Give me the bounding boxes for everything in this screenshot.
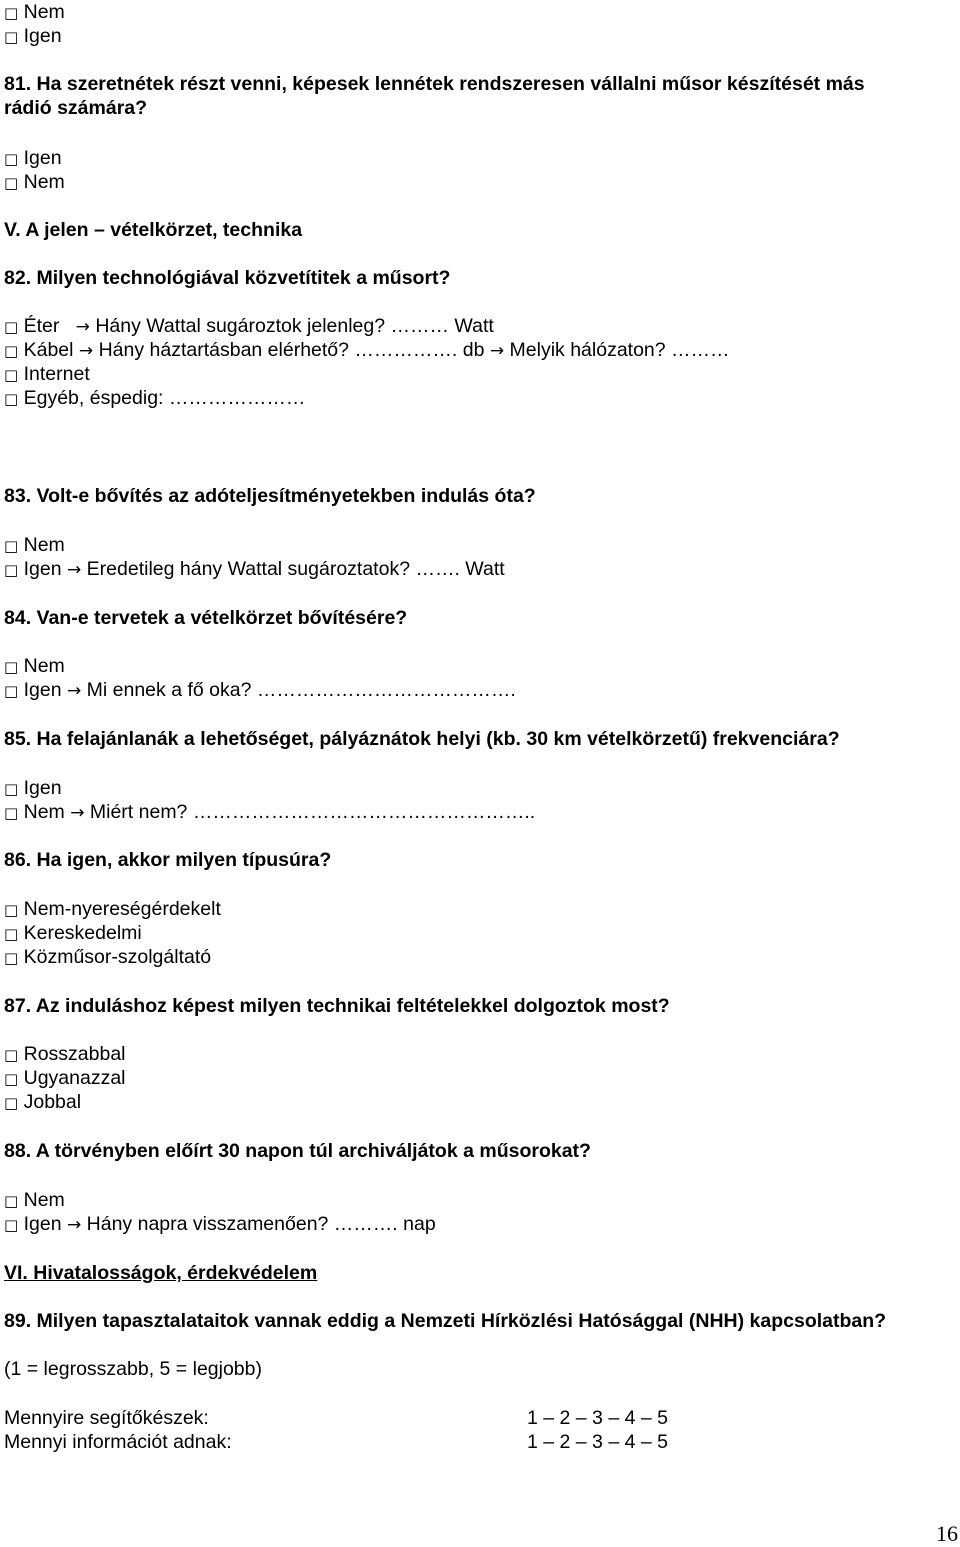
question-87: 87. Az induláshoz képest milyen technikai feltételekkel dolgoztok most? xyxy=(4,995,670,1017)
checkbox-icon[interactable]: □ xyxy=(4,658,19,676)
question-84: 84. Van-e tervetek a vételkörzet bővítésére? xyxy=(4,607,408,629)
option-label: Nem xyxy=(23,1189,65,1211)
checkbox-icon[interactable]: □ xyxy=(4,901,19,919)
checkbox-icon[interactable]: □ xyxy=(4,4,19,22)
option-nem[interactable] xyxy=(4,0,65,25)
follow-up-question: Melyik hálózaton? ……… xyxy=(509,339,730,361)
option-label: Egyéb, éspedig: ………………… xyxy=(23,387,306,409)
page-number: 16 xyxy=(936,1521,958,1546)
rating-scale[interactable]: 1 – 2 – 3 – 4 – 5 xyxy=(527,1407,668,1429)
arrow-right-icon: → xyxy=(75,317,90,337)
option-label: Nem xyxy=(23,171,65,193)
option-internet[interactable] xyxy=(4,362,90,387)
option-label: Igen xyxy=(23,777,62,799)
option-igen[interactable] xyxy=(4,776,62,801)
option-igen[interactable] xyxy=(4,557,505,582)
section-heading-v: V. A jelen – vételkörzet, technika xyxy=(4,219,303,241)
checkbox-icon[interactable]: □ xyxy=(4,28,19,46)
option-label: Ugyanazzal xyxy=(23,1067,126,1089)
checkbox-icon[interactable]: □ xyxy=(4,804,19,822)
option-label: Éter xyxy=(23,315,60,337)
checkbox-icon[interactable]: □ xyxy=(4,780,19,798)
question-89: 89. Milyen tapasztalataitok vannak eddig a Nemzeti Hírközlési Hatósággal (NHH) kapcsolatban? xyxy=(4,1310,887,1332)
option-label: Igen xyxy=(23,25,62,47)
option-label: Nem xyxy=(23,801,65,823)
option-rosszabbal[interactable] xyxy=(4,1042,126,1067)
checkbox-icon[interactable]: □ xyxy=(4,682,19,700)
option-label: Nem xyxy=(23,534,65,556)
option-label: Nem xyxy=(23,1,65,23)
checkbox-icon[interactable]: □ xyxy=(4,1094,19,1112)
arrow-right-icon: → xyxy=(66,560,82,580)
option-nem[interactable] xyxy=(4,170,65,195)
rating-label: Mennyire segítőkészek: xyxy=(4,1407,209,1429)
follow-up-question: Hány háztartásban elérhető? ……………. db xyxy=(98,339,485,361)
option-nem[interactable] xyxy=(4,1188,65,1213)
checkbox-icon[interactable]: □ xyxy=(4,1216,19,1234)
arrow-right-icon: → xyxy=(78,341,94,361)
option-label: Igen xyxy=(23,679,62,701)
option-nem[interactable] xyxy=(4,533,65,558)
option-label: Igen xyxy=(23,147,62,169)
option-label: Nem xyxy=(23,655,65,677)
option-label: Jobbal xyxy=(23,1091,82,1113)
option-kozmusor[interactable] xyxy=(4,945,211,970)
option-igen[interactable] xyxy=(4,678,516,703)
option-label: Nem-nyereségérdekelt xyxy=(23,898,221,920)
option-label: Rosszabbal xyxy=(23,1043,126,1065)
question-88: 88. A törvényben előírt 30 napon túl archiváljátok a műsorokat? xyxy=(4,1140,591,1162)
checkbox-icon[interactable]: □ xyxy=(4,342,19,360)
question-86: 86. Ha igen, akkor milyen típusúra? xyxy=(4,849,332,871)
rating-label: Mennyi információt adnak: xyxy=(4,1431,232,1453)
follow-up-question: Mi ennek a fő oka? …………………………………. xyxy=(86,679,516,701)
option-kabel[interactable] xyxy=(4,338,730,363)
option-label: Kereskedelmi xyxy=(23,922,142,944)
arrow-right-icon: → xyxy=(66,681,82,701)
question-83: 83. Volt-e bővítés az adóteljesítményetekben indulás óta? xyxy=(4,485,536,507)
question-82: 82. Milyen technológiával közvetítitek a műsort? xyxy=(4,267,451,289)
option-igen[interactable] xyxy=(4,1212,436,1237)
follow-up-question: Hány napra visszamenően? ………. nap xyxy=(86,1213,436,1235)
checkbox-icon[interactable]: □ xyxy=(4,949,19,967)
arrow-right-icon: → xyxy=(70,803,85,823)
checkbox-icon[interactable]: □ xyxy=(4,1070,19,1088)
question-81: 81. Ha szeretnétek részt venni, képesek lennétek rendszeresen vállalni műsor készítését más xyxy=(4,73,865,95)
option-kereskedelmi[interactable] xyxy=(4,921,142,946)
follow-up-question: Hány Wattal sugároztok jelenleg? ……… Watt xyxy=(95,315,494,337)
arrow-right-icon: → xyxy=(66,1215,82,1235)
option-egyeb[interactable] xyxy=(4,386,305,411)
checkbox-icon[interactable]: □ xyxy=(4,1192,19,1210)
checkbox-icon[interactable]: □ xyxy=(4,537,19,555)
arrow-right-icon: → xyxy=(489,341,505,361)
checkbox-icon[interactable]: □ xyxy=(4,318,19,336)
checkbox-icon[interactable]: □ xyxy=(4,1046,19,1064)
option-label: Közműsor-szolgáltató xyxy=(23,946,212,968)
question-81-continuation: rádió számára? xyxy=(4,97,148,119)
option-label: Internet xyxy=(23,363,90,385)
option-label: Igen xyxy=(23,558,62,580)
checkbox-icon[interactable]: □ xyxy=(4,390,19,408)
option-label: Kábel xyxy=(23,339,74,361)
option-nem[interactable] xyxy=(4,800,535,825)
section-heading-vi: VI. Hivatalosságok, érdekvédelem xyxy=(4,1262,318,1284)
option-nem-nyeresegerdekelt[interactable] xyxy=(4,897,221,922)
option-eter[interactable] xyxy=(4,314,494,339)
checkbox-icon[interactable]: □ xyxy=(4,561,19,579)
checkbox-icon[interactable]: □ xyxy=(4,174,19,192)
checkbox-icon[interactable]: □ xyxy=(4,366,19,384)
option-jobbal[interactable] xyxy=(4,1090,81,1115)
option-label: Igen xyxy=(23,1213,62,1235)
follow-up-question: Miért nem? …………………………………………….. xyxy=(89,801,536,823)
question-85: 85. Ha felajánlanák a lehetőséget, pályáznátok helyi (kb. 30 km vételkörzetű) frekvenciára? xyxy=(4,728,840,750)
option-igen[interactable] xyxy=(4,146,62,171)
checkbox-icon[interactable]: □ xyxy=(4,925,19,943)
option-ugyanazzal[interactable] xyxy=(4,1066,126,1091)
option-nem[interactable] xyxy=(4,654,65,679)
follow-up-question: Eredetileg hány Wattal sugároztatok? ……. Watt xyxy=(86,558,505,580)
scale-note: (1 = legrosszabb, 5 = legjobb) xyxy=(4,1358,262,1380)
option-igen[interactable] xyxy=(4,24,62,49)
rating-scale[interactable]: 1 – 2 – 3 – 4 – 5 xyxy=(527,1431,668,1453)
checkbox-icon[interactable]: □ xyxy=(4,150,19,168)
